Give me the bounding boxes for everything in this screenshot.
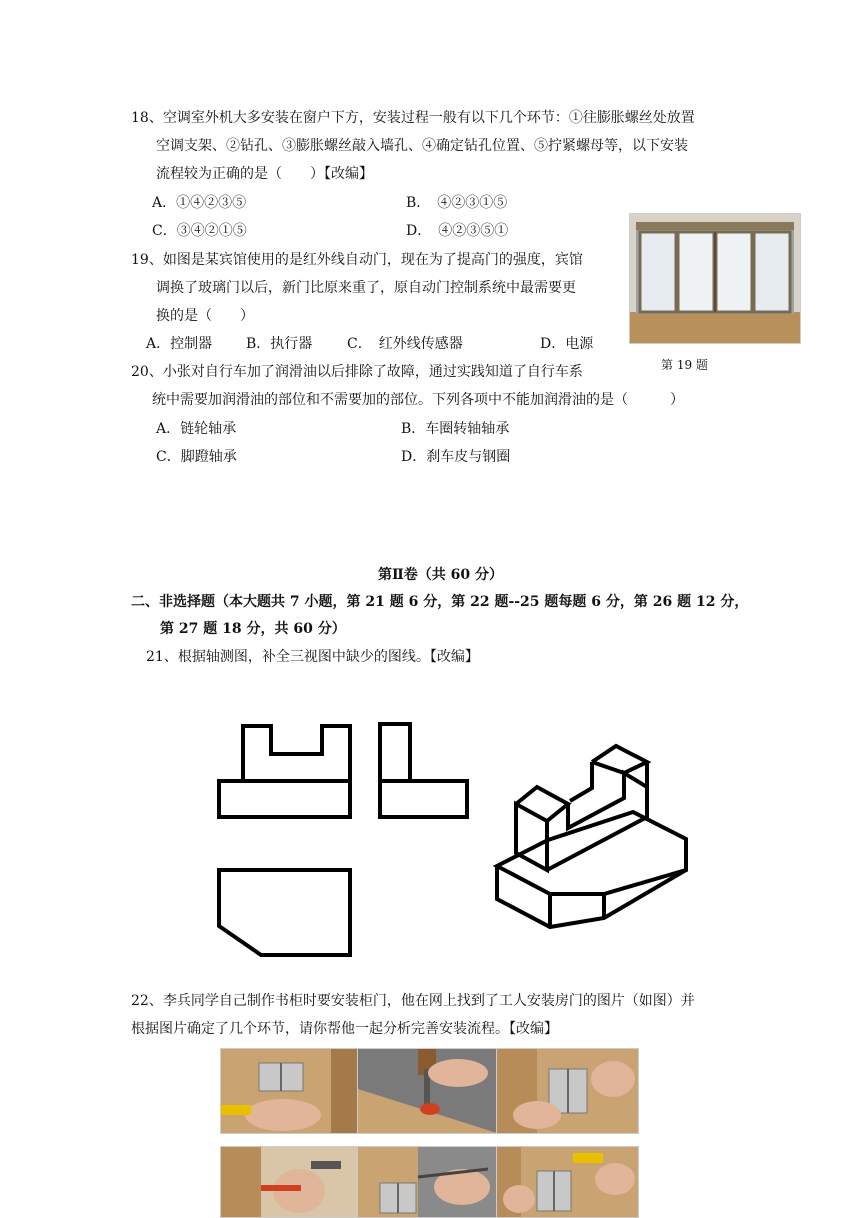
three-view-drawing xyxy=(200,700,700,962)
q18-option-c: C．③④②①⑤ xyxy=(152,223,247,239)
top-view xyxy=(219,870,350,955)
side-view-top xyxy=(380,724,410,781)
figure-19-caption: 第 19 题 xyxy=(661,358,708,372)
front-view-top xyxy=(243,726,350,781)
q19-line1: 19、如图是某宾馆使用的是红外线自动门，现在为了提高门的强度，宾馆 xyxy=(131,252,583,268)
q18-option-a: A．①④②③⑤ xyxy=(152,195,247,211)
q19-option-c: C． 红外线传感器 xyxy=(347,336,463,352)
q22-line1: 22、李兵同学自己制作书柜时要安装柜门，他在网上找到了工人安装房门的图片（如图）并 xyxy=(131,993,695,1009)
q21-line1: 21、根据轴测图，补全三视图中缺少的图线。【改编】 xyxy=(146,649,479,665)
part2-instruction-line2: 第 27 题 18 分，共 60 分） xyxy=(160,621,346,637)
q20-line1: 20、小张对自行车加了润滑油以后排除了故障，通过实践知道了自行车系 xyxy=(131,364,583,380)
hinge-photo-4 xyxy=(220,1146,359,1218)
hinge-photo-1 xyxy=(220,1048,359,1134)
side-view-base xyxy=(380,781,467,817)
hinge-photo-6 xyxy=(496,1146,639,1218)
q20-option-d: D．刹车皮与钢圈 xyxy=(401,449,511,465)
q20-option-a: A．链轮轴承 xyxy=(156,421,237,437)
q20-option-c: C．脚蹬轴承 xyxy=(156,449,237,465)
q20-option-b: B．车圈转轴轴承 xyxy=(401,421,510,437)
q18-line1: 18、空调室外机大多安装在窗户下方，安装过程一般有以下几个环节：①往膨胀螺丝处放置 xyxy=(131,110,695,126)
hinge-photo-2 xyxy=(357,1048,498,1134)
part2-instruction-line1: 二、非选择题（本大题共 7 小题，第 21 题 6 分，第 22 题--25 题每题 6 分，第 26 题 12 分， xyxy=(131,594,749,610)
q18-option-b: B． ④②③①⑤ xyxy=(406,195,508,211)
hinge-photo-5 xyxy=(357,1146,498,1218)
q18-option-d: D． ④②③⑤① xyxy=(406,223,509,239)
part2-title: 第Ⅱ卷（共 60 分） xyxy=(378,567,504,583)
q19-line3: 换的是（ ） xyxy=(156,308,254,324)
q22-line2: 根据图片确定了几个环节，请你帮他一起分析完善安装流程。【改编】 xyxy=(131,1021,558,1037)
q20-line2: 统中需要加润滑油的部位和不需要加的部位。下列各项中不能加润滑油的是（ ） xyxy=(152,392,684,408)
front-view-base xyxy=(219,781,350,817)
q19-line2: 调换了玻璃门以后，新门比原来重了，原自动门控制系统中最需要更 xyxy=(156,280,576,296)
hinge-photo-3 xyxy=(496,1048,639,1134)
automatic-door-photo xyxy=(629,213,801,344)
isometric-view xyxy=(497,746,686,927)
q19-option-d: D．电源 xyxy=(540,336,594,352)
q19-option-b: B．执行器 xyxy=(246,336,313,352)
q18-line2: 空调支架、②钻孔、③膨胀螺丝敲入墙孔、④确定钻孔位置、⑤拧紧螺母等，以下安装 xyxy=(156,138,688,154)
q19-option-a: A．控制器 xyxy=(146,336,213,352)
q18-line3: 流程较为正确的是（ ）【改编】 xyxy=(156,166,373,182)
